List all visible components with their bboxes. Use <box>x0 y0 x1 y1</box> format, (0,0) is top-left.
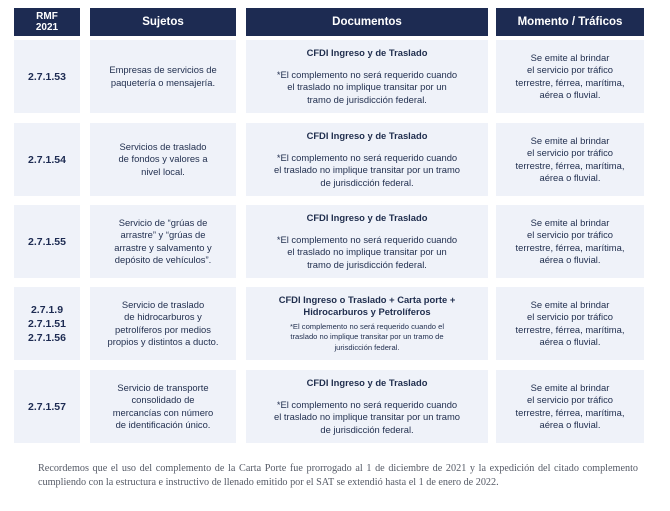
rmf-code: 2.7.1.54 <box>28 153 66 166</box>
momento-line: el servicio por tráfico <box>527 147 613 158</box>
momento-line: Se emite al brindar <box>530 216 610 228</box>
documentos-cell <box>246 123 488 196</box>
footer-note: Recordemos que el uso del complemento de la Carta Porte fue prorrogado al 1 de diciembre de 2021 y la expedición del citado complemento cumpliendo con la estructura e instructivo de llenado emitido por el SAT se extendió hasta el 1 de enero de 2022. <box>38 463 638 488</box>
doc-title-line: CFDI Ingreso o Traslado + Carta porte + <box>278 293 456 305</box>
momento-line: el servicio por tráfico <box>527 229 613 240</box>
momento-line: Se emite al brindar <box>530 134 610 146</box>
sujetos-line: propios y distintos a ducto. <box>107 336 219 347</box>
sujetos-cell <box>90 370 236 443</box>
momento-line: terrestre, férrea, marítima, <box>515 76 625 88</box>
doc-note-line: el traslado no implique transitar por un <box>287 246 447 257</box>
rmf-code: 2.7.1.9 <box>30 303 64 316</box>
momento-line: el servicio por tráfico <box>527 394 613 405</box>
rmf-code: 2.7.1.55 <box>28 235 66 248</box>
momento-line: Se emite al brindar <box>530 298 610 310</box>
doc-title-line: Hidrocarburos y Petrolíferos <box>303 306 431 318</box>
momento-line: aérea o fluvial. <box>539 89 601 100</box>
header-momento: Momento / Tráficos <box>496 8 644 36</box>
momento-cell <box>496 40 644 113</box>
header-rmf-line2: 2021 <box>35 22 59 33</box>
momento-line: aérea o fluvial. <box>539 336 601 347</box>
rmf-code: 2.7.1.57 <box>28 400 66 413</box>
doc-note-line: el traslado no implique transitar por un tramo <box>273 164 461 175</box>
sujetos-line: depósito de vehículos”. <box>114 254 212 265</box>
momento-line: aérea o fluvial. <box>539 419 601 430</box>
doc-note <box>277 234 457 272</box>
documentos-cell <box>246 40 488 113</box>
rmf-cell <box>14 287 80 360</box>
sujetos-line: de hidrocarburos y <box>124 311 202 322</box>
momento-line: Se emite al brindar <box>530 381 610 393</box>
momento-line: terrestre, férrea, marítima, <box>515 323 625 335</box>
doc-title-line: CFDI Ingreso y de Traslado <box>306 212 428 223</box>
doc-note <box>274 152 460 190</box>
sujetos-cell <box>90 205 236 278</box>
sujetos-line: consolidado de <box>131 394 195 405</box>
rmf-code: 2.7.1.56 <box>28 331 66 344</box>
sujetos-line: arrastre” y “grúas de <box>120 229 206 240</box>
sujetos-line: Servicio de traslado <box>121 298 205 310</box>
documentos-cell <box>246 287 488 360</box>
header-documentos: Documentos <box>246 8 488 36</box>
momento-line: aérea o fluvial. <box>539 254 601 265</box>
sujetos-line: de identificación único. <box>115 419 211 430</box>
rmf-cell <box>14 40 80 113</box>
sujetos-cell <box>90 40 236 113</box>
rmf-code: 2.7.1.53 <box>28 70 66 83</box>
sujetos-line: petrolíferos por medios <box>115 323 211 335</box>
rmf-cell <box>14 123 80 196</box>
rmf-cell <box>14 205 80 278</box>
sujetos-line: Servicio de “grúas de <box>118 216 208 228</box>
doc-note <box>290 322 444 354</box>
rmf-code: 2.7.1.51 <box>28 317 66 330</box>
momento-line: terrestre, férrea, marítima, <box>515 406 625 418</box>
momento-cell <box>496 370 644 443</box>
documentos-cell <box>246 205 488 278</box>
sujetos-line: paquetería o mensajería. <box>110 76 216 88</box>
doc-note-line: *El complemento no será requerido cuando el <box>289 321 445 331</box>
sujetos-line: de fondos y valores a <box>118 153 208 165</box>
momento-cell <box>496 205 644 278</box>
doc-title <box>307 212 428 225</box>
doc-note-line: el traslado no implique transitar por un tramo <box>273 411 461 422</box>
doc-note-line: el traslado no implique transitar por un <box>287 81 447 92</box>
header-rmf <box>14 8 80 36</box>
header-rmf-line1: RMF <box>36 11 58 22</box>
sujetos-cell <box>90 123 236 196</box>
rmf-cell <box>14 370 80 443</box>
sujetos-line: nivel local. <box>141 165 185 177</box>
sujetos-line: arrastre y salvamento y <box>114 241 212 253</box>
doc-title <box>307 130 428 143</box>
doc-title <box>307 47 428 60</box>
momento-cell <box>496 123 644 196</box>
doc-title <box>307 377 428 390</box>
momento-line: el servicio por tráfico <box>527 311 613 322</box>
momento-line: terrestre, férrea, marítima, <box>515 159 625 171</box>
doc-title-line: CFDI Ingreso y de Traslado <box>306 130 428 141</box>
doc-note-line: *El complemento no será requerido cuando <box>276 68 458 80</box>
doc-note <box>274 399 460 437</box>
doc-note-line: *El complemento no será requerido cuando <box>276 233 458 245</box>
documentos-cell <box>246 370 488 443</box>
doc-note-line: *El complemento no será requerido cuando <box>276 151 458 163</box>
header-sujetos: Sujetos <box>90 8 236 36</box>
sujetos-line: mercancías con número <box>112 406 214 418</box>
sujetos-line: Empresas de servicios de <box>109 64 217 75</box>
doc-note-line: traslado no implique transitar por un tramo de <box>290 332 444 342</box>
doc-title-line: CFDI Ingreso y de Traslado <box>306 47 428 58</box>
momento-line: terrestre, férrea, marítima, <box>515 241 625 253</box>
momento-line: Se emite al brindar <box>530 51 610 63</box>
doc-note-line: jurisdicción federal. <box>334 342 400 352</box>
sujetos-line: Servicios de traslado <box>119 140 207 152</box>
doc-note-line: *El complemento no será requerido cuando <box>276 398 458 410</box>
sujetos-cell <box>90 287 236 360</box>
doc-title <box>279 294 456 319</box>
doc-note-line: de jurisdicción federal. <box>320 423 414 435</box>
momento-line: el servicio por tráfico <box>527 64 613 75</box>
doc-note <box>277 69 457 107</box>
momento-line: aérea o fluvial. <box>539 172 601 183</box>
doc-title-line: CFDI Ingreso y de Traslado <box>306 377 428 388</box>
sujetos-line: Servicio de transporte <box>117 381 209 393</box>
momento-cell <box>496 287 644 360</box>
doc-note-line: de jurisdicción federal. <box>320 176 414 188</box>
doc-note-line: tramo de jurisdicción federal. <box>307 258 427 270</box>
doc-note-line: tramo de jurisdicción federal. <box>307 93 427 105</box>
